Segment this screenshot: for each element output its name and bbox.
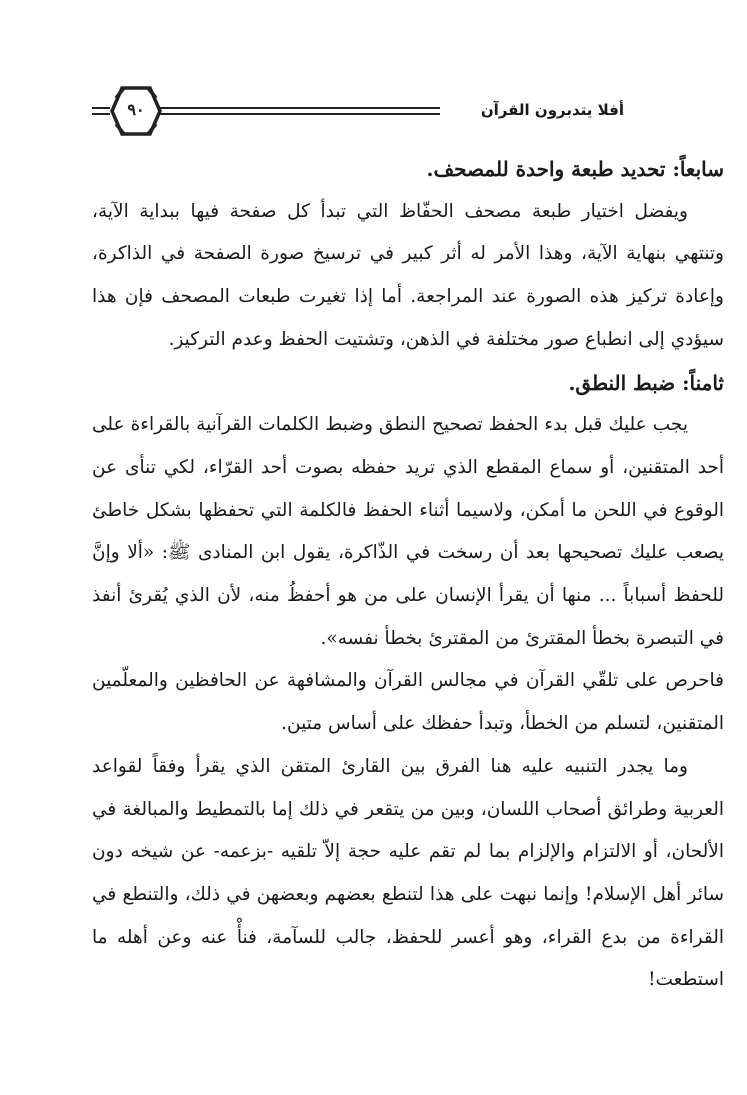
section-heading-eighth: ثامناً: ضبط النطق.: [568, 370, 724, 395]
section-heading-seventh: سابعاً: تحديد طبعة واحدة للمصحف.: [426, 157, 724, 181]
paragraph: فاحرص على تلقّي القرآن في مجالس القرآن والمشافهة عن الحافظين والمعلّمين المتقنين، لتسلم من الخطأ، وتبدأ حفظك على أساس متين.: [92, 670, 724, 735]
page-header: [0, 82, 747, 140]
paragraph: يجب عليك قبل بدء الحفظ تصحيح النطق وضبط الكلمات القرآنية بالقراءة على أحد المتقنين، أو سماع المقطع الذي تريد حفظه بصوت أحد القرّاء، لكي تنأى عن الوقوع في اللحن ما أمكن، ولاسيما أثناء الحفظ فالكلمة التي تحفظها بشكل خاطئ يصعب عليك تصحيحها بعد أن رسخت في الذّاكرة، يقول ابن المنادى ﷺ: «ألا وإنَّ للحفظ أسباباً ... منها أن يقرأ الإنسان على من هو أحفظُ منه، لأن الذي يُقرئ أنفذ في التبصرة بخطأ المقترئ من المقترئ بخطأ نفسه».: [92, 414, 724, 649]
paragraph: وما يجدر التنبيه عليه هنا الفرق بين القارئ المتقن الذي يقرأ وفقاً لقواعد العربية وطرائق أصحاب اللسان، وبين من يتقعر في ذلك إما بالتمطيط والمبالغة في الألحان، أو الالتزام والإلزام بما لم تقم عليه حجة إلاّ تلقيه -بزعمه- عن شيخه دون سائر أهل الإسلام! وإنما نبهت على هذا لتنطع بعضهم وبعضهن في ذلك، والتنطع في القراءة من بدع القراء، وهو أعسر للحفظ، جالب للسآمة، فنأْ عنه وعن أهله ما استطعت!: [92, 755, 724, 991]
paragraph: ويفضل اختيار طبعة مصحف الحفّاظ التي تبدأ كل صفحة فيها ببداية الآية، وتنتهي بنهاية الآية، وهذا الأمر له أثر كبير في ترسيخ صورة الصفحة في الذاكرة، وإعادة تركيز هذه الصورة عند المراجعة. أما إذا تغيرت طبعات المصحف فإن هذا سيؤدي إلى انطباع صور مختلفة في الذهن، وتشتيت الحفظ وعدم التركيز.: [92, 200, 724, 350]
page-number: ٩٠: [127, 100, 145, 119]
page-body: [92, 148, 724, 1002]
running-title: أفلا يتدبرون القرآن: [440, 99, 628, 121]
